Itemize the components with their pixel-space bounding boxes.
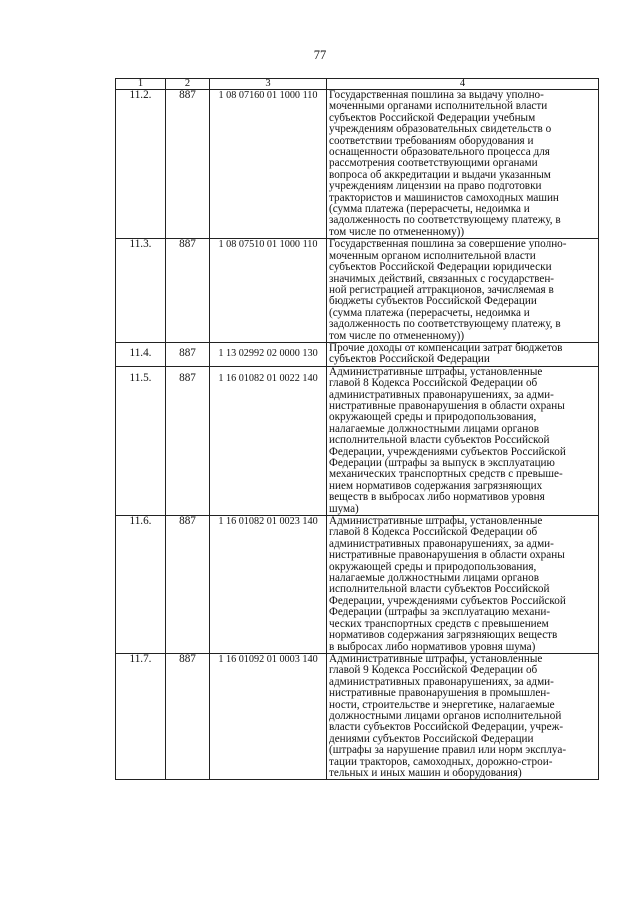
- budget-classification-code: 1 08 07160 01 1000 110: [210, 90, 327, 239]
- description-line: нистративные правонарушения в промышлен-: [329, 687, 551, 700]
- budget-classification-code: 1 16 01082 01 0023 140: [210, 516, 327, 654]
- description-line: задолженность по соответствующему платежу, в: [329, 214, 561, 227]
- budget-classification-code: 1 08 07510 01 1000 110: [210, 239, 327, 343]
- table-row: [116, 90, 599, 239]
- description-line: веществ в выбросах либо нормативов уровня: [329, 491, 545, 504]
- description-line: власти субъектов Российской Федерации, учреж-: [329, 721, 564, 734]
- administrator-code: 887: [166, 342, 210, 366]
- description-line: учреждениям лицензии на право подготовки: [329, 180, 542, 193]
- description-line: тельных и иных машин и оборудования): [329, 766, 522, 779]
- administrator-code: 887: [166, 653, 210, 779]
- description-line: нормативов содержания загрязняющих веществ: [329, 629, 558, 642]
- description-line: ности, строительстве и энергетике, налагаемые: [329, 698, 555, 711]
- table-row: [116, 239, 599, 343]
- revenue-description: [327, 90, 599, 239]
- column-header-3: 3: [210, 79, 327, 90]
- description-line: главой 9 Кодекса Российской Федерации об: [329, 664, 538, 677]
- description-line: том числе по отмененному)): [329, 225, 465, 238]
- row-number: 11.6.: [116, 516, 166, 654]
- description-line: административных правонарушениях, за адми-: [329, 537, 554, 550]
- description-line: административных правонарушениях, за адми-: [329, 388, 554, 401]
- description-line: окружающей среды и природопользования,: [329, 411, 537, 424]
- table-body: [116, 90, 599, 780]
- revenue-description: [327, 366, 599, 515]
- description-line: ной регистрацией аттракционов, зачисляемая в: [329, 283, 554, 296]
- description-line: субъектов Российской Федерации: [329, 353, 490, 366]
- description-line: соответствии требованиям оборудования и: [329, 134, 534, 147]
- column-header-4: 4: [327, 79, 599, 90]
- description-line: административных правонарушениях, за адми-: [329, 675, 554, 688]
- description-line: нистративные правонарушения в области охраны: [329, 399, 565, 412]
- description-line: тации тракторов, самоходных, дорожно-строи-: [329, 755, 553, 768]
- description-line: трактористов и машинистов самоходных машин: [329, 191, 559, 204]
- description-line: моченными органами исполнительной власти: [329, 100, 548, 113]
- revenue-description: [327, 653, 599, 779]
- description-line: Административные штрафы, установленные: [329, 515, 543, 528]
- description-line: ческих транспортных средств с превышением: [329, 617, 549, 630]
- description-line: Федерации, учреждениями субъектов Российской: [329, 445, 566, 458]
- administrator-code: 887: [166, 90, 210, 239]
- description-line: должностными лицами органов исполнительной: [329, 709, 562, 722]
- description-line: механических транспортных средств с превыше-: [329, 468, 563, 481]
- description-line: субъектов Российской Федерации юридически: [329, 261, 552, 274]
- row-number: 11.3.: [116, 239, 166, 343]
- row-number: 11.7.: [116, 653, 166, 779]
- description-line: значимых действий, связанных с государствен-: [329, 272, 555, 285]
- description-line: Федерации (штрафы за выпуск в эксплуатацию: [329, 457, 555, 469]
- budget-classification-code: 1 13 02992 02 0000 130: [210, 342, 327, 366]
- table-row: [116, 366, 599, 515]
- description-line: главой 8 Кодекса Российской Федерации об: [329, 377, 538, 390]
- description-line: Прочие доходы от компенсации затрат бюджетов: [329, 341, 563, 354]
- description-line: налагаемые должностными лицами органов: [329, 572, 540, 585]
- description-line: задолженность по соответствующему платежу, в: [329, 318, 561, 331]
- description-line: Административные штрафы, установленные: [329, 365, 543, 378]
- description-line: нием нормативов содержания загрязняющих: [329, 479, 543, 492]
- description-line: оснащенности образовательного процесса для: [329, 146, 550, 159]
- revenue-description: [327, 342, 599, 366]
- description-line: дениями субъектов Российской Федерации: [329, 732, 534, 745]
- description-line: (сумма платежа (перерасчеты, недоимка и: [329, 306, 530, 319]
- description-line: вопроса об аккредитации и выдачи указанным: [329, 168, 551, 181]
- table-row: [116, 653, 599, 779]
- description-line: учреждениям образовательных свидетельств о: [329, 123, 552, 136]
- description-line: шума): [329, 502, 359, 515]
- description-line: Федерации (штрафы за эксплуатацию механи-: [329, 606, 551, 619]
- table-row: [116, 516, 599, 654]
- description-line: (штрафы за нарушение правил или норм эксплуа-: [329, 744, 567, 757]
- description-line: в выбросах либо нормативов уровня шума): [329, 640, 536, 653]
- description-line: главой 8 Кодекса Российской Федерации об: [329, 526, 538, 539]
- description-line: Государственная пошлина за совершение уполно-: [329, 238, 567, 251]
- description-line: окружающей среды и природопользования,: [329, 560, 537, 573]
- column-header-2: 2: [166, 79, 210, 90]
- description-line: Административные штрафы, установленные: [329, 652, 543, 665]
- description-line: Государственная пошлина за выдачу уполно-: [329, 89, 544, 101]
- table-row: [116, 342, 599, 366]
- description-line: Федерации, учреждениями субъектов Российской: [329, 594, 566, 607]
- row-number: 11.5.: [116, 366, 166, 515]
- description-line: том числе по отмененному)): [329, 329, 465, 342]
- description-line: рассмотрения соответствующими органами: [329, 157, 538, 170]
- budget-classification-code: 1 16 01082 01 0022 140: [210, 366, 327, 515]
- revenue-description: [327, 239, 599, 343]
- column-header-1: 1: [116, 79, 166, 90]
- page-number: 77: [313, 48, 327, 62]
- table-header-row: [116, 79, 599, 90]
- revenue-description: [327, 516, 599, 654]
- description-line: исполнительной власти субъектов Российской: [329, 434, 550, 447]
- budget-revenue-table: [115, 78, 599, 780]
- description-line: налагаемые должностными лицами органов: [329, 422, 540, 435]
- administrator-code: 887: [166, 516, 210, 654]
- description-line: субъектов Российской Федерации учебным: [329, 111, 536, 124]
- row-number: 11.4.: [116, 342, 166, 366]
- row-number: 11.2.: [116, 90, 166, 239]
- administrator-code: 887: [166, 239, 210, 343]
- description-line: моченным органом исполнительной власти: [329, 249, 536, 262]
- description-line: исполнительной власти субъектов Российской: [329, 583, 550, 596]
- description-line: бюджеты субъектов Российской Федерации: [329, 295, 537, 308]
- description-line: нистративные правонарушения в области охраны: [329, 549, 565, 562]
- budget-classification-code: 1 16 01092 01 0003 140: [210, 653, 327, 779]
- description-line: (сумма платежа (перерасчеты, недоимка и: [329, 203, 530, 216]
- administrator-code: 887: [166, 366, 210, 515]
